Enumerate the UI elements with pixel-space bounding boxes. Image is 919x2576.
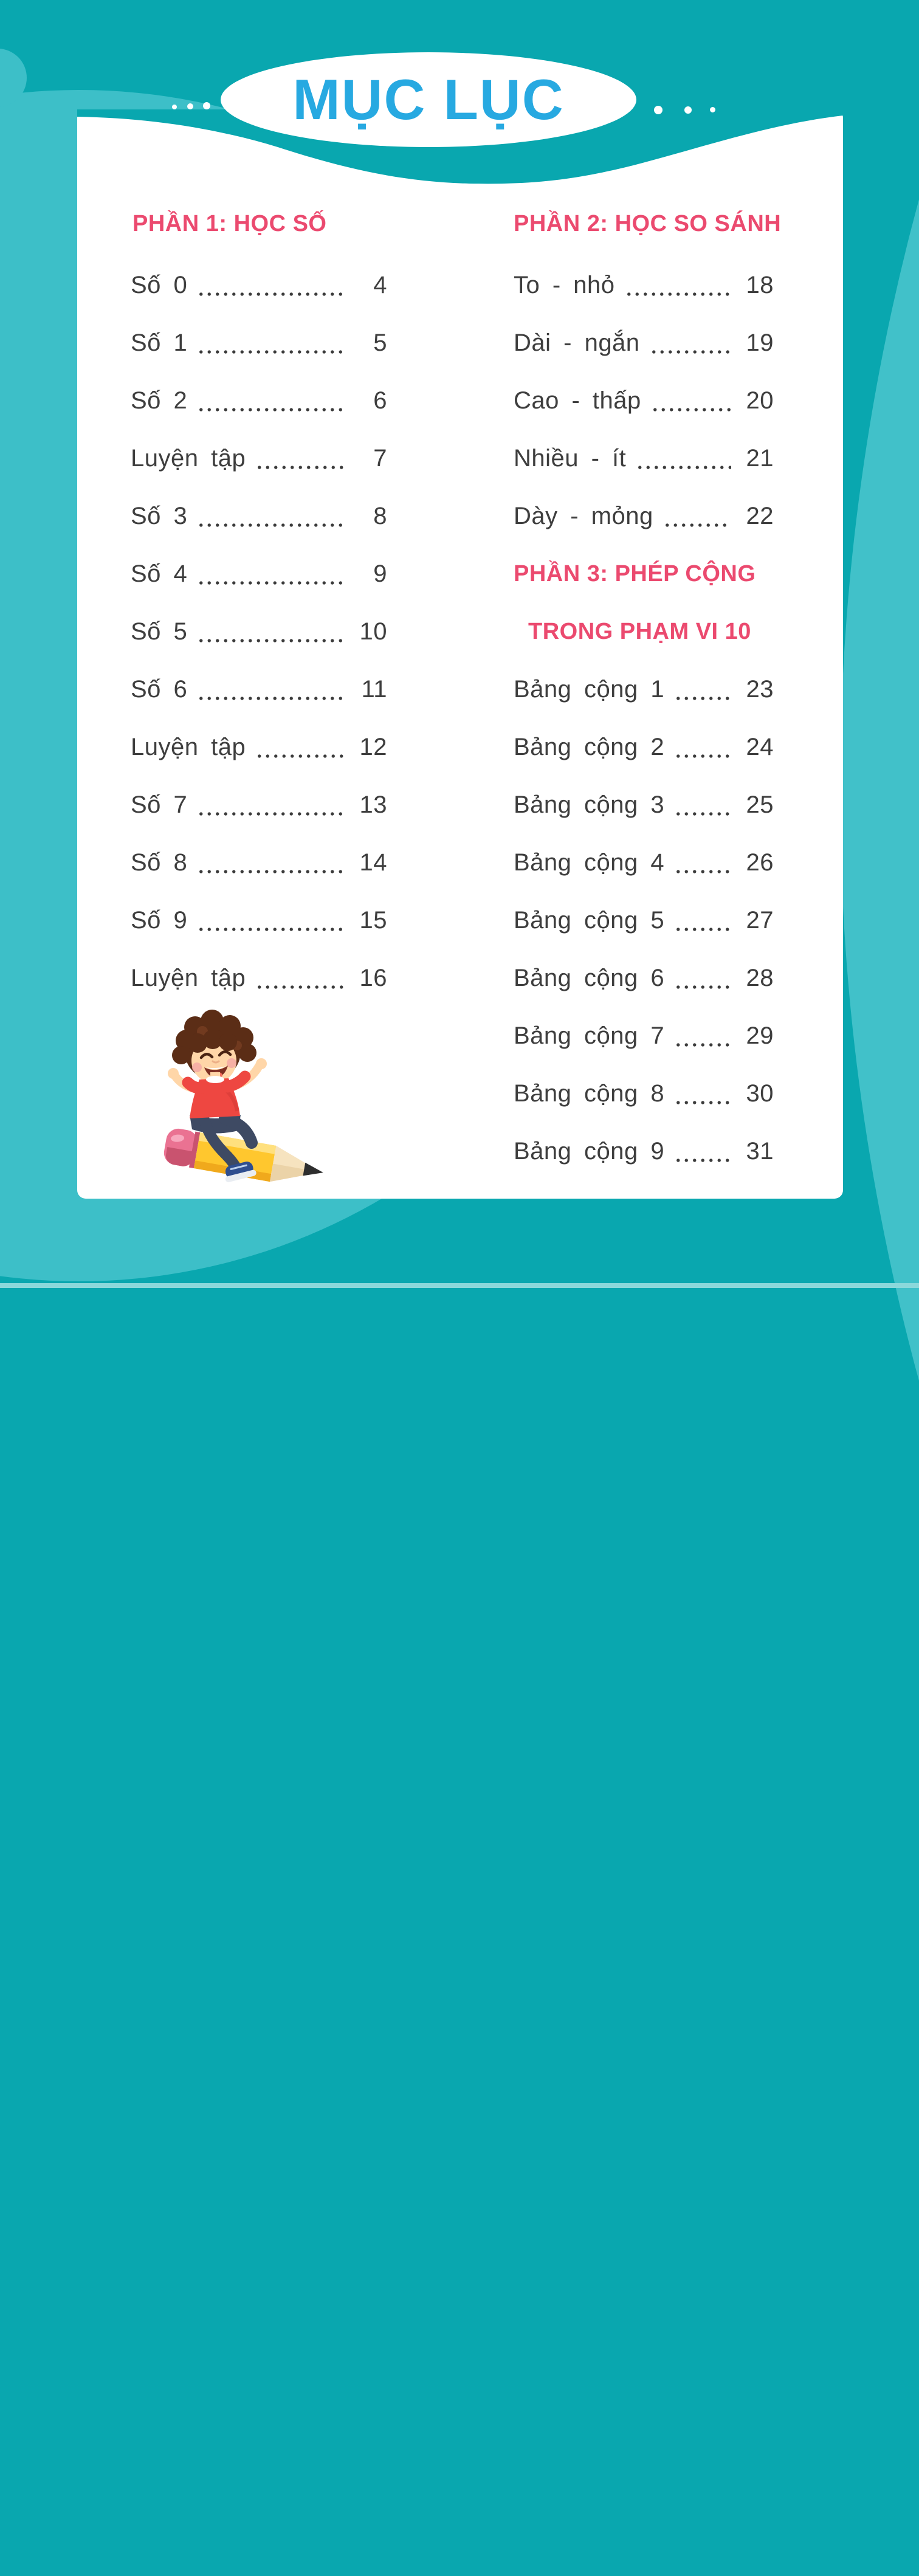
toc-entry-page: 21	[746, 445, 774, 472]
toc-row	[514, 661, 774, 718]
toc-row	[514, 1007, 774, 1065]
toc-entry-label: Luyện tập	[131, 734, 246, 760]
toc-entry-label: Bảng cộng 5	[514, 907, 665, 934]
dotted-leader	[674, 1042, 731, 1047]
toc-row	[131, 545, 387, 603]
toc-entry-label: Bảng cộng 7	[514, 1022, 665, 1049]
toc-row	[131, 892, 387, 949]
toc-row	[514, 487, 774, 545]
dotted-leader	[650, 350, 731, 354]
dotted-leader	[197, 350, 345, 354]
toc-row	[514, 1123, 774, 1180]
toc-entry-label: To - nhỏ	[514, 272, 615, 298]
dotted-leader	[636, 465, 731, 470]
dot-icon	[172, 105, 177, 109]
dotted-leader	[197, 811, 345, 816]
section-header-part2: PHẦN 2: HỌC SO SÁNH	[514, 210, 782, 236]
toc-entry-label: Bảng cộng 1	[514, 676, 665, 703]
toc-entry-page: 28	[746, 965, 774, 991]
dot-icon	[710, 107, 715, 112]
toc-row	[514, 314, 774, 372]
dotted-leader	[197, 292, 345, 297]
toc-row	[131, 718, 387, 776]
dotted-leader	[625, 292, 731, 297]
toc-entry-page: 22	[746, 503, 774, 529]
dotted-leader	[197, 523, 345, 528]
toc-entry-page: 4	[373, 272, 387, 298]
toc-entry-label: Cao - thấp	[514, 387, 641, 414]
toc-entry-page: 31	[746, 1138, 774, 1165]
page-title: MỤC LỤC	[292, 67, 565, 131]
toc-entry-label: Luyện tập	[131, 965, 246, 991]
dotted-leader	[674, 1158, 731, 1163]
toc-entry-label: Số 0	[131, 272, 188, 298]
dotted-leader	[674, 811, 731, 816]
toc-row	[131, 372, 387, 430]
toc-entry-page: 27	[746, 907, 774, 934]
toc-entry-label: Số 1	[131, 329, 188, 356]
toc-entry-page: 7	[373, 445, 387, 472]
toc-entry-label: Dày - mỏng	[514, 503, 653, 529]
toc-row	[131, 430, 387, 487]
toc-entry-label: Bảng cộng 4	[514, 849, 665, 876]
dotted-leader	[255, 465, 345, 470]
toc-row	[514, 1065, 774, 1123]
toc-row	[131, 487, 387, 545]
toc-entry-label: Dài - ngắn	[514, 329, 640, 356]
toc-entry-label: Số 4	[131, 560, 188, 587]
dotted-leader	[674, 754, 731, 759]
toc-entry-page: 15	[359, 907, 387, 934]
toc-list-part3	[514, 661, 774, 1180]
toc-entry-page: 8	[373, 503, 387, 529]
toc-list-part2	[514, 257, 774, 545]
background-bottom-strip	[0, 1283, 919, 1288]
toc-list-part1	[131, 257, 387, 1007]
boy-riding-pencil-illustration	[122, 1003, 328, 1197]
toc-entry-label: Số 5	[131, 618, 188, 645]
toc-entry-label: Số 7	[131, 791, 188, 818]
dotted-leader	[674, 985, 731, 990]
toc-row	[514, 776, 774, 834]
toc-column-right	[514, 257, 774, 1180]
dot-icon	[684, 106, 692, 114]
toc-entry-page: 13	[359, 791, 387, 818]
title-oval	[221, 52, 636, 147]
toc-entry-label: Luyện tập	[131, 445, 246, 472]
toc-row	[514, 892, 774, 949]
toc-entry-page: 29	[746, 1022, 774, 1049]
toc-row	[514, 257, 774, 314]
toc-entry-page: 18	[746, 272, 774, 298]
dotted-leader	[674, 927, 731, 932]
dotted-leader	[651, 407, 731, 412]
toc-row	[131, 949, 387, 1007]
toc-row	[514, 718, 774, 776]
dotted-leader	[255, 754, 345, 759]
toc-entry-label: Số 9	[131, 907, 188, 934]
section-header-part3-line1: PHẦN 3: PHÉP CỘNG	[514, 561, 756, 587]
dotted-leader	[674, 869, 731, 874]
toc-column-left	[131, 257, 387, 1007]
toc-entry-label: Bảng cộng 2	[514, 734, 665, 760]
toc-entry-page: 24	[746, 734, 774, 760]
toc-row	[514, 430, 774, 487]
toc-entry-page: 25	[746, 791, 774, 818]
toc-row	[131, 776, 387, 834]
section-header-part3-line2: TRONG PHẠM VI 10	[528, 619, 751, 644]
dotted-leader	[197, 696, 345, 701]
toc-entry-page: 26	[746, 849, 774, 876]
toc-row	[131, 834, 387, 892]
toc-entry-label: Bảng cộng 6	[514, 965, 665, 991]
toc-entry-page: 16	[359, 965, 387, 991]
toc-entry-label: Bảng cộng 8	[514, 1080, 665, 1107]
toc-entry-label: Nhiều - ít	[514, 445, 627, 472]
dotted-leader	[674, 1100, 731, 1105]
toc-entry-page: 19	[746, 329, 774, 356]
toc-entry-page: 12	[359, 734, 387, 760]
toc-entry-label: Số 6	[131, 676, 188, 703]
toc-entry-label: Bảng cộng 3	[514, 791, 665, 818]
toc-row	[131, 661, 387, 718]
dotted-leader	[197, 869, 345, 874]
dotted-leader	[197, 407, 345, 412]
toc-row	[131, 257, 387, 314]
dotted-leader	[674, 696, 731, 701]
toc-entry-page: 30	[746, 1080, 774, 1107]
toc-row	[514, 372, 774, 430]
dotted-leader	[663, 523, 731, 528]
background-band-right	[840, 0, 919, 2576]
dot-icon	[654, 106, 663, 114]
dot-icon	[203, 102, 210, 109]
dotted-leader	[197, 580, 345, 585]
dotted-leader	[197, 927, 345, 932]
toc-row	[514, 949, 774, 1007]
toc-entry-label: Số 2	[131, 387, 188, 414]
toc-entry-label: Số 3	[131, 503, 188, 529]
toc-entry-page: 20	[746, 387, 774, 414]
toc-row	[131, 603, 387, 661]
toc-entry-label: Số 8	[131, 849, 188, 876]
toc-entry-page: 11	[361, 676, 387, 703]
toc-entry-label: Bảng cộng 9	[514, 1138, 665, 1165]
toc-entry-page: 14	[359, 849, 387, 876]
toc-row	[131, 314, 387, 372]
section-header-part1: PHẦN 1: HỌC SỐ	[133, 210, 327, 236]
dot-icon	[187, 103, 193, 109]
toc-entry-page: 23	[746, 676, 774, 703]
dotted-leader	[197, 638, 345, 643]
toc-entry-page: 6	[373, 387, 387, 414]
toc-entry-page: 5	[373, 329, 387, 356]
toc-entry-page: 10	[359, 618, 387, 645]
toc-row	[514, 834, 774, 892]
dotted-leader	[255, 985, 345, 990]
toc-entry-page: 9	[373, 560, 387, 587]
